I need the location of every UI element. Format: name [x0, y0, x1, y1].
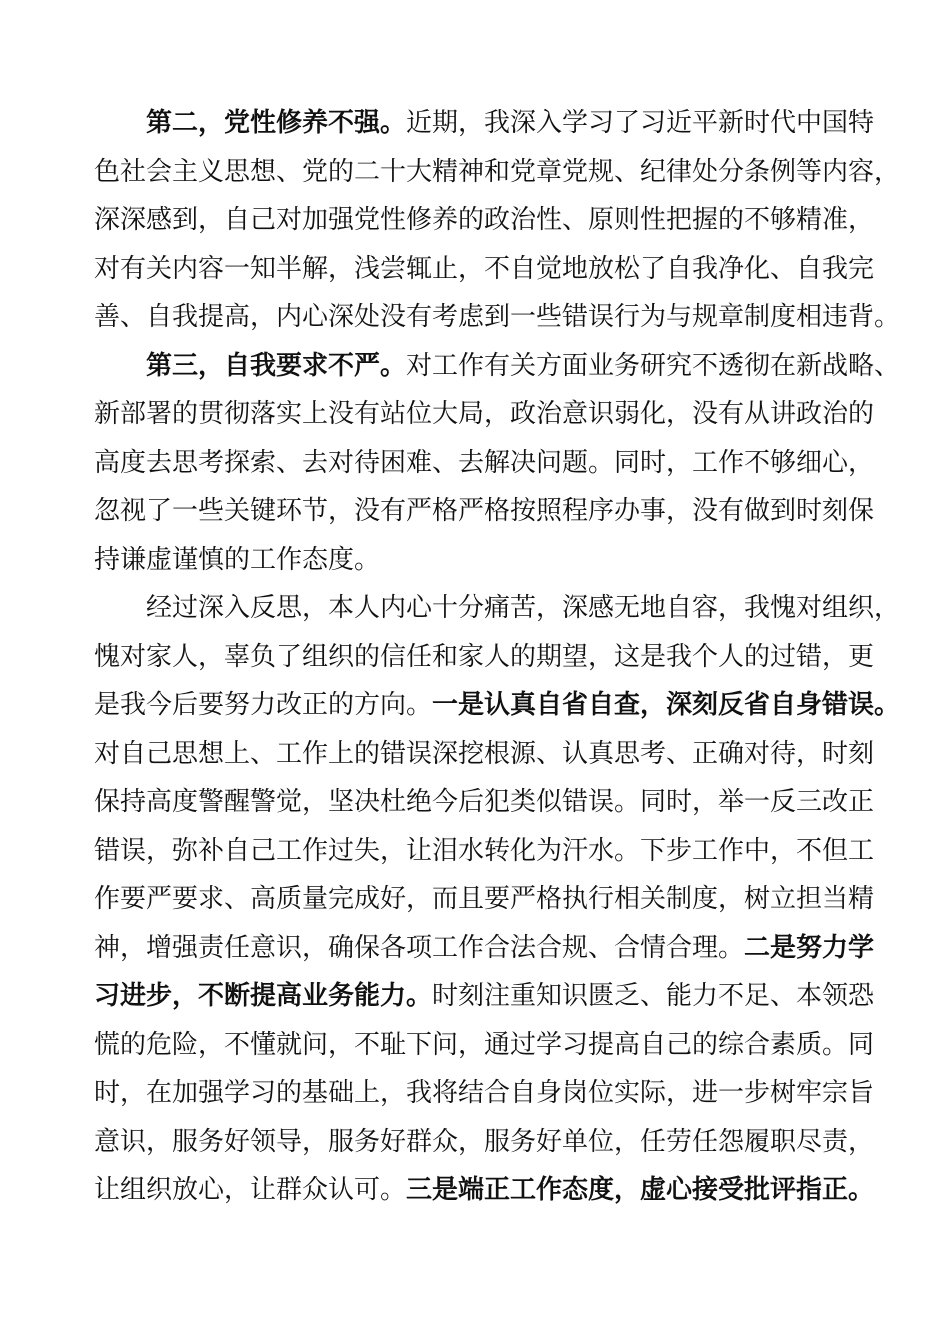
body-text: 错误，弥补自己工作过失，让泪水转化为汗水。下步工作中，不但工: [94, 835, 875, 866]
paragraph-3-line: [94, 875, 874, 924]
body-text: 色社会主义思想、党的二十大精神和党章党规、纪律处分条例等内容，: [94, 156, 901, 187]
paragraph-2-line: [94, 439, 874, 488]
body-text: 意识，服务好领导，服务好群众，服务好单位，任劳任怨履职尽责，: [94, 1126, 875, 1157]
paragraph-3-line: [94, 924, 874, 973]
body-text: 新部署的贯彻落实上没有站位大局，政治意识弱化，没有从讲政治的: [94, 399, 875, 429]
paragraph-1-line: [94, 293, 901, 342]
paragraph-3-line: [94, 730, 874, 779]
bold-heading-text: 一是认真自省自查，深刻反省自身错误。: [432, 690, 901, 720]
paragraph-3-line: [94, 681, 901, 730]
body-text: 对自己思想上、工作上的错误深挖根源、认真思考、正确对待，时刻: [94, 738, 875, 769]
paragraph-2-line: [94, 390, 874, 439]
body-text: 神，增强责任意识，确保各项工作合法合规、合情合理。: [94, 932, 745, 963]
body-text: 忽视了一些关键环节，没有严格严格按照程序办事，没有做到时刻保: [94, 496, 875, 526]
body-text: 高度去思考探索、去对待困难、去解决问题。同时，工作不够细心，: [94, 447, 875, 478]
paragraph-1-line: [94, 196, 874, 245]
bold-heading-text: 三是端正工作态度，虚心接受批评指正。: [406, 1175, 875, 1205]
body-text: 深深感到，自己对加强党性修养的政治性、原则性把握的不够精准，: [94, 205, 875, 235]
paragraph-3-line: [94, 1166, 874, 1215]
body-text: 让组织放心，让群众认可。: [94, 1175, 407, 1205]
body-text: 时刻注重知识匮乏、能力不足、本领恐: [432, 981, 875, 1011]
bold-heading-text: 习进步，不断提高业务能力。: [94, 981, 433, 1011]
body-text: 是我今后要努力改正的方向。: [94, 690, 433, 720]
bold-heading-text: 第二，党性修养不强。: [146, 108, 407, 138]
document-body: [94, 99, 901, 1215]
body-text: 对有关内容一知半解，浅尝辄止，不自觉地放松了自我净化、自我完: [94, 253, 875, 284]
paragraph-3-line: [94, 633, 874, 682]
bold-heading-text: 二是努力学: [744, 932, 875, 963]
paragraph-3-line: [94, 1021, 874, 1070]
paragraph-3-line: [94, 827, 874, 876]
body-text: 对工作有关方面业务研究不透彻在新战略、: [406, 350, 901, 381]
paragraph-1-line: [94, 99, 874, 148]
body-text: 愧对家人，辜负了组织的信任和家人的期望，这是我个人的过错，更: [94, 641, 875, 672]
paragraph-2-line: [94, 536, 874, 585]
paragraph-3-line: [94, 778, 874, 827]
body-text: 持谦虚谨慎的工作态度。: [94, 544, 381, 575]
body-text: 善、自我提高，内心深处没有考虑到一些错误行为与规章制度相违背。: [94, 302, 901, 332]
paragraph-3-line: [94, 1118, 874, 1167]
paragraph-3-line: [94, 1069, 874, 1118]
paragraph-3-line: [94, 584, 901, 633]
body-text: 时，在加强学习的基础上，我将结合自身岗位实际，进一步树牢宗旨: [94, 1078, 875, 1108]
bold-heading-text: 第三，自我要求不严。: [146, 350, 407, 381]
paragraph-2-line: [94, 342, 901, 391]
body-text: 保持高度警醒警觉，坚决杜绝今后犯类似错误。同时，举一反三改正: [94, 787, 875, 817]
body-text: 近期，我深入学习了习近平新时代中国特: [406, 108, 875, 138]
paragraph-1-line: [94, 245, 874, 294]
paragraph-2-line: [94, 487, 874, 536]
body-text: 经过深入反思，本人内心十分痛苦，深感无地自容，我愧对组织，: [146, 593, 901, 623]
paragraph-1-line: [94, 148, 901, 197]
body-text: 作要严要求、高质量完成好，而且要严格执行相关制度，树立担当精: [94, 884, 875, 914]
paragraph-3-line: [94, 972, 874, 1021]
body-text: 慌的危险，不懂就问，不耻下问，通过学习提高自己的综合素质。同: [94, 1029, 875, 1060]
